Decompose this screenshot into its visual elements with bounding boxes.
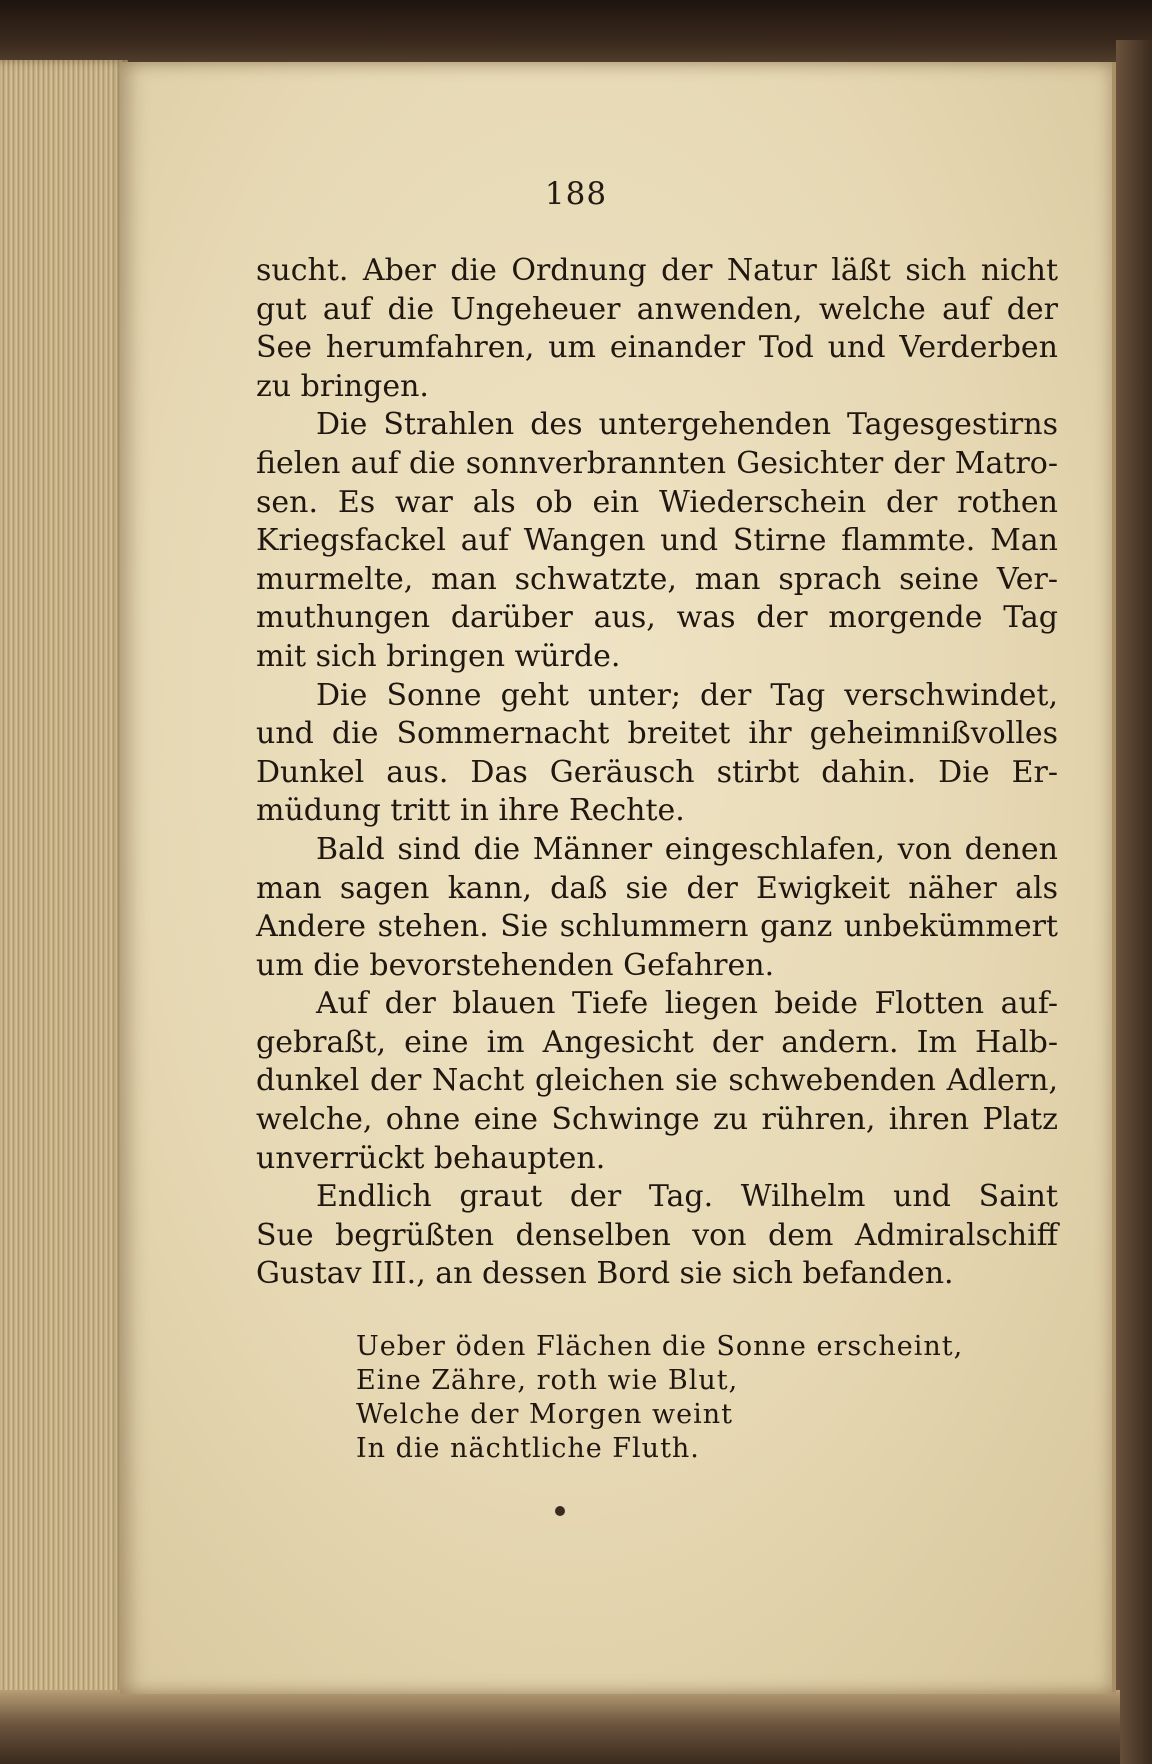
ornament-dot [555,1506,565,1516]
text-line: gut auf die Ungeheuer anwenden, welche auf der [256,291,1058,327]
text-line: Auf der blauen Tiefe liegen beide Flotten auf- [316,986,1058,1022]
verse-line: Eine Zähre, roth wie Blut, [356,1365,739,1396]
page-number: 188 [544,176,608,212]
text-line: Die Sonne geht unter; der Tag verschwindet, [316,677,1058,713]
verse-line: Welche der Morgen weint [356,1399,733,1430]
text-line: und die Sommernacht breitet ihr geheimnißvolles [256,716,1058,752]
text-line: zu bringen. [256,368,429,404]
text-line: Bald sind die Männer eingeschlafen, von denen [316,831,1058,867]
text-line: Kriegsfackel auf Wangen und Stirne flammte. Man [256,523,1058,559]
text-line: Die Strahlen des untergehenden Tagesgestirns [316,407,1058,443]
book-bottom-edge [0,1690,1120,1764]
text-line: sen. Es war als ob ein Wiederschein der rothen [256,484,1058,520]
text-line: muthungen darüber aus, was der morgende Tag [256,600,1058,636]
text-line: gebraßt, eine im Angesicht der andern. Im Halb- [256,1024,1058,1060]
verse-block [356,1330,1056,1466]
text-line: fielen auf die sonnverbrannten Gesichter der Matro- [256,445,1058,481]
book-cover-right [1116,40,1152,1764]
text-line: welche, ohne eine Schwinge zu rühren, ihren Platz [256,1102,1058,1138]
text-line: Endlich graut der Tag. Wilhelm und Saint [316,1179,1058,1215]
page-edges [0,60,128,1764]
verse-line: In die nächtliche Fluth. [356,1433,700,1464]
text-line: sucht. Aber die Ordnung der Natur läßt sich nicht [256,253,1058,288]
text-line: müdung tritt in ihre Rechte. [256,793,685,829]
text-line: unverrückt behaupten. [256,1140,606,1176]
body-text [256,252,1058,1294]
text-line: murmelte, man schwatzte, man sprach seine Ver- [256,561,1058,597]
page-gutter [1112,62,1116,1692]
text-line: mit sich bringen würde. [256,638,621,674]
text-line: See herumfahren, um einander Tod und Verderben [256,330,1058,366]
verse-line: Ueber öden Flächen die Sonne erscheint, [356,1331,964,1362]
text-line: um die bevorstehenden Gefahren. [256,947,775,983]
text-line: Dunkel aus. Das Geräusch stirbt dahin. Die Er- [256,754,1058,790]
text-line: Gustav III., an dessen Bord sie sich befanden. [256,1256,954,1292]
text-line: man sagen kann, daß sie der Ewigkeit näher als [256,870,1058,906]
text-line: dunkel der Nacht gleichen sie schwebenden Adlern, [256,1063,1058,1099]
text-line: Sue begrüßten denselben von dem Admiralschiff [256,1217,1058,1253]
text-line: Andere stehen. Sie schlummern ganz unbekümmert [256,909,1058,945]
